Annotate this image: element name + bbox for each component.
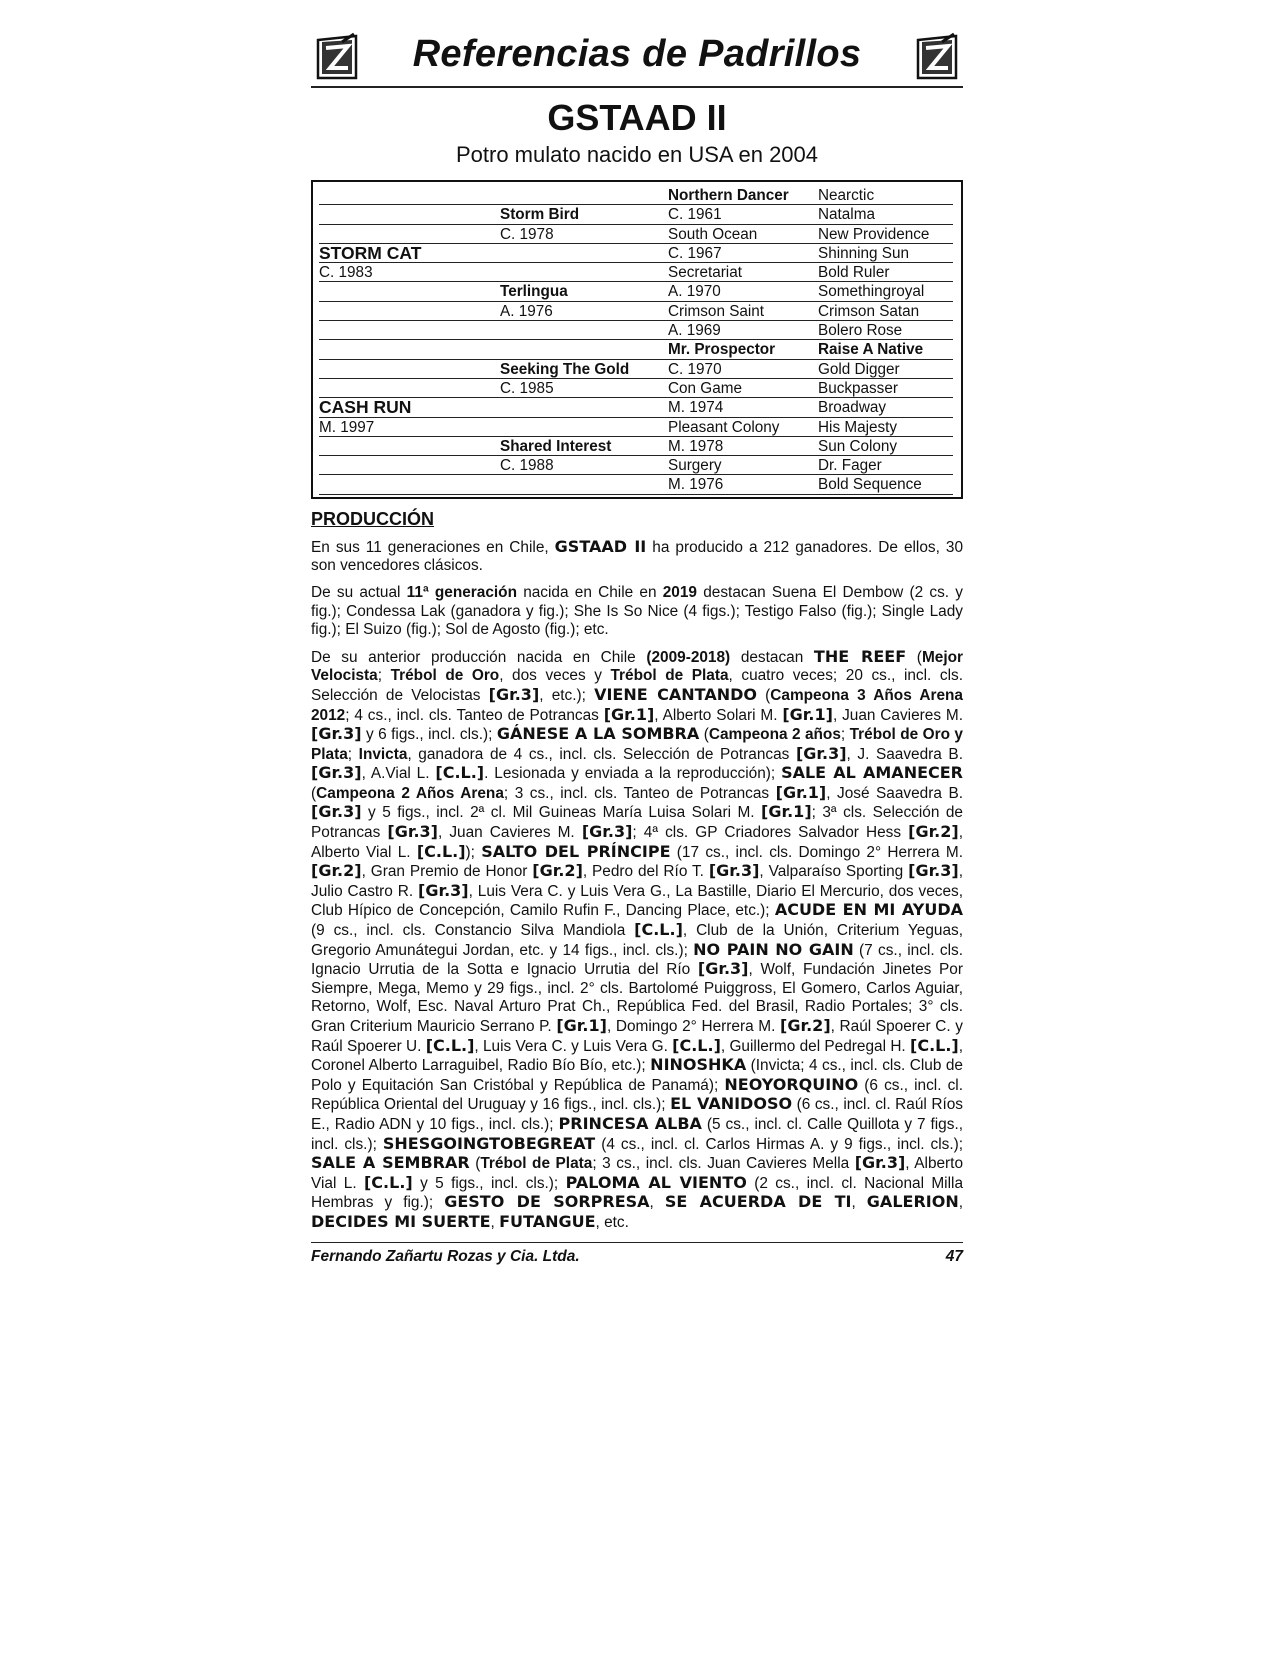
text-segment: ; (840, 726, 850, 744)
text-segment: Trébol de Oro y Plata (311, 726, 963, 763)
pedigree-row (319, 360, 953, 379)
pedigree-cell: Storm Bird (500, 205, 668, 224)
text-segment: (6 cs., incl. cl. República Oriental del Uruguay y 16 figs., incl. cls.); (311, 1076, 963, 1114)
race-grade: [Gr.2] (908, 822, 959, 842)
horse-name-mention: DECIDES MI SUERTE (311, 1211, 491, 1231)
pedigree-row (319, 437, 953, 456)
horse-name-mention: SALE AL AMANECER (781, 763, 964, 783)
pedigree-cell (319, 475, 500, 494)
text-segment: (4 cs., incl. cl. Carlos Hirmas A. y 9 figs., incl. cls.); (595, 1135, 963, 1153)
horse-name-mention: THE REEF (813, 646, 907, 666)
pedigree-cell: Gold Digger (818, 360, 953, 379)
text-segment: Trébol de Oro (390, 667, 500, 685)
text-segment: Trébol de Plata (610, 667, 729, 685)
pedigree-cell: Crimson Satan (818, 302, 953, 321)
race-grade: [Gr.3] (581, 822, 633, 842)
pedigree-cell: Sun Colony (818, 437, 953, 456)
horse-name-mention: PRINCESA ALBA (558, 1113, 702, 1133)
horse-name-mention: SALE A SEMBRAR (311, 1153, 470, 1173)
pedigree-cell: M. 1997 (319, 418, 500, 437)
race-grade: [Gr.3] (311, 724, 362, 744)
pedigree-cell (500, 475, 668, 494)
text-segment: De su anterior producción nacida en Chile (311, 648, 647, 666)
text-segment: , José Saavedra B. (826, 784, 963, 802)
horse-name-mention: NEOYORQUINO (724, 1074, 859, 1094)
race-grade: [Gr.1] (603, 704, 655, 724)
text-segment: 11ª generación (406, 583, 517, 601)
pedigree-row (319, 205, 953, 224)
horse-name-mention: NO PAIN NO GAIN (693, 939, 854, 959)
text-segment: destacan (730, 648, 814, 666)
pedigree-cell: Mr. Prospector (668, 340, 818, 359)
race-grade: [Gr.2] (311, 861, 362, 881)
text-segment: , etc. (595, 1213, 629, 1231)
text-segment: Mejor Velocista (311, 648, 963, 685)
text-segment: , Juan Cavieres M. (832, 706, 963, 724)
pedigree-cell (319, 379, 500, 398)
text-segment: ); (465, 843, 482, 861)
text-segment: ( (699, 726, 709, 744)
text-segment: ; 4ª cls. GP Criadores Salvador Hess (632, 824, 909, 842)
text-segment: ; 4 cs., incl. cls. Tanteo de Potrancas (345, 706, 604, 724)
pedigree-row (319, 340, 953, 359)
text-segment: y 5 figs., incl. 2ª cl. Mil Guineas María Luisa Solari M. (361, 804, 762, 822)
text-segment: ; 3ª cls. Selección de Potrancas (311, 804, 963, 842)
race-grade: [C.L.] (425, 1035, 475, 1055)
race-grade: [Gr.3] (311, 763, 362, 783)
pedigree-cell: Bold Sequence (818, 475, 953, 494)
pedigree-cell: Crimson Saint (668, 302, 818, 321)
text-segment: , Coronel Alberto Larraguibel, Radio Bío Bío, etc.); (311, 1037, 964, 1075)
page-footer (311, 1242, 963, 1266)
text-segment: (2 cs., incl. cl. Nacional Milla Hembras y fig.); (311, 1174, 964, 1212)
text-segment: ; (347, 745, 359, 763)
production-paragraph-1 (311, 538, 963, 576)
pedigree-cell: Pleasant Colony (668, 418, 818, 437)
text-segment: , Gran Premio de Honor (361, 863, 533, 881)
pedigree-row (319, 379, 953, 398)
horse-description: Potro mulato nacido en USA en 2004 (455, 142, 819, 167)
pedigree-cell: C. 1961 (668, 205, 818, 224)
text-segment: , (490, 1213, 500, 1231)
pedigree-cell (319, 456, 500, 475)
horse-name: GSTAAD II (547, 97, 727, 138)
text-segment: , Club de la Unión, Criterium Yeguas, Gregorio Amunátegui Jordan, etc. y 14 figs., incl. cls.); (311, 922, 963, 959)
horse-name-mention: GESTO DE SORPRESA (444, 1192, 650, 1212)
text-segment: (2009-2018) (646, 648, 731, 666)
race-grade: [C.L.] (910, 1035, 959, 1055)
text-segment: ( (469, 1155, 481, 1173)
horse-name-mention: GÁNESE A LA SOMBRA (496, 724, 700, 744)
text-segment: , (851, 1194, 867, 1212)
text-segment: ; (377, 667, 391, 685)
race-grade: [C.L.] (416, 841, 466, 861)
pedigree-cell: C. 1985 (500, 379, 668, 398)
pedigree-row (319, 225, 953, 244)
horse-name-mention: GALERION (866, 1192, 959, 1212)
text-segment: , dos veces y (499, 667, 611, 685)
pedigree-cell: Nearctic (818, 186, 953, 205)
pedigree-cell: Northern Dancer (668, 186, 818, 205)
race-grade: [Gr.3] (854, 1153, 906, 1173)
race-grade: [Gr.2] (532, 861, 583, 881)
pedigree-row (319, 302, 953, 321)
production-paragraph-2 (311, 584, 963, 640)
text-segment: , Julio Castro R. (311, 863, 963, 900)
pedigree-cell: M. 1974 (668, 398, 818, 417)
race-grade: [Gr.3] (708, 861, 760, 881)
race-grade: [Gr.3] (418, 880, 469, 900)
pedigree-cell: C. 1983 (319, 263, 500, 282)
text-segment: , J. Saavedra B. (846, 745, 963, 763)
pedigree-cell: Natalma (818, 205, 953, 224)
pedigree-row (319, 186, 953, 205)
pedigree-cell: Dr. Fager (818, 456, 953, 475)
pedigree-cell (319, 360, 500, 379)
text-segment: y 6 figs., incl. cls.); (361, 726, 497, 744)
pedigree-cell: A. 1976 (500, 302, 668, 321)
pedigree-cell: Terlingua (500, 282, 668, 301)
pedigree-cell: C. 1988 (500, 456, 668, 475)
text-segment: , Wolf, Fundación Jinetes Por Siempre, Mega, Memo y 29 figs., incl. 2° cls. Bartolomé Puiggross, El Gomero, Carlos Aguiar, Retorno, Wolf, Esc. Naval Arturo Prat Ch., República Fed. del Brasil, Radio Portales; 3° cls. Gran Criterium Mauricio Serrano P. (311, 961, 963, 1035)
header-title: Referencias de Padrillos (412, 33, 862, 75)
text-segment: ha producido a 212 ganadores. De ellos, 30 son vencedores clásicos. (311, 538, 963, 575)
pedigree-cell (319, 437, 500, 456)
race-grade: [Gr.1] (782, 704, 833, 724)
horse-name-mention: SHESGOINGTOBEGREAT (382, 1133, 596, 1153)
pedigree-cell (500, 340, 668, 359)
text-segment: Trébol de Plata (480, 1155, 593, 1173)
text-segment: , etc.); (539, 686, 595, 704)
pedigree-cell (319, 340, 500, 359)
pedigree-cell (319, 186, 500, 205)
text-segment: (5 cs., incl. cl. Calle Quillota y 7 figs., incl. cls.); (311, 1115, 963, 1153)
text-segment: 2019 (662, 583, 697, 601)
race-grade: [Gr.3] (908, 861, 959, 881)
text-segment: , A.Vial L. (361, 765, 436, 783)
pedigree-cell: Raise A Native (818, 340, 953, 359)
pedigree-row (319, 475, 953, 494)
zanartu-logo-icon (314, 32, 360, 82)
page-number: 47 (945, 1248, 963, 1265)
pedigree-cell: Seeking The Gold (500, 360, 668, 379)
pedigree-cell: A. 1969 (668, 321, 818, 340)
pedigree-row (319, 263, 953, 282)
pedigree-cell (319, 225, 500, 244)
horse-name-mention: SALTO DEL PRÍNCIPE (481, 841, 671, 861)
footer-company: Fernando Zañartu Rozas y Cia. Ltda. (311, 1248, 580, 1265)
pedigree-cell: M. 1976 (668, 475, 818, 494)
pedigree-row (319, 321, 953, 340)
race-grade: [Gr.3] (795, 743, 847, 763)
text-segment: , Guillermo del Pedregal H. (720, 1037, 911, 1055)
text-segment: ( (756, 686, 771, 704)
pedigree-cell: C. 1970 (668, 360, 818, 379)
text-segment: , Alberto Vial L. (311, 824, 963, 861)
pedigree-cell (319, 282, 500, 301)
zanartu-logo-icon (914, 32, 960, 82)
pedigree-cell: His Majesty (818, 418, 953, 437)
text-segment: , Alberto Vial L. (311, 1155, 964, 1192)
race-grade: [Gr.1] (556, 1016, 607, 1035)
text-segment: En sus 11 generaciones en Chile, (311, 538, 555, 556)
pedigree-cell: Buckpasser (818, 379, 953, 398)
pedigree-cell: Somethingroyal (818, 282, 953, 301)
pedigree-cell (319, 302, 500, 321)
pedigree-row (319, 282, 953, 301)
pedigree-cell (500, 418, 668, 437)
pedigree-row (319, 244, 953, 263)
pedigree-cell (500, 263, 668, 282)
text-segment: , Luis Vera C. y Luis Vera G., La Bastille, Diario El Mercurio, dos veces, Club Hípico de Concepción, Camilo Rufin F., Dancing Place, etc.); (311, 882, 963, 920)
pedigree-cell: STORM CAT (319, 244, 500, 263)
text-segment: Campeona 2 Años Arena (316, 784, 504, 802)
race-grade: [C.L.] (672, 1035, 721, 1055)
pedigree-cell: Bold Ruler (818, 263, 953, 282)
pedigree-cell (500, 321, 668, 340)
race-grade: [Gr.2] (780, 1016, 831, 1035)
pedigree-cell: New Providence (818, 225, 953, 244)
pedigree-cell: South Ocean (668, 225, 818, 244)
pedigree-cell: Con Game (668, 379, 818, 398)
pedigree-cell: CASH RUN (319, 398, 500, 417)
text-segment: (Invicta; 4 cs., incl. cls. Club de Polo y Equitación San Cristóbal y República de Panamá); (311, 1057, 963, 1094)
pedigree-cell: C. 1978 (500, 225, 668, 244)
text-segment: , Raúl Spoerer C. y Raúl Spoerer U. (311, 1018, 963, 1055)
race-grade: [Gr.3] (387, 822, 438, 842)
pedigree-cell: Surgery (668, 456, 818, 475)
text-segment: ( (311, 784, 317, 802)
pedigree-row (319, 456, 953, 475)
text-segment: Campeona 3 Años Arena 2012 (311, 686, 963, 724)
pedigree-table (311, 180, 963, 499)
horse-name-mention: EL VANIDOSO (670, 1094, 793, 1114)
race-grade: [C.L.] (435, 763, 485, 783)
pedigree-cell (500, 186, 668, 205)
pedigree-cell (500, 244, 668, 263)
text-segment: Invicta (358, 745, 408, 763)
race-grade: [Gr.1] (761, 802, 812, 822)
text-segment: destacan Suena El Dembow (2 cs. y fig.); Condessa Lak (ganadora y fig.); She Is So Nice (4 figs.); Testigo Falso (fig.); Single Lady fig.); El Suizo (fig.); Sol de Agosto (fig.); etc. (311, 583, 963, 639)
text-segment: , (649, 1194, 665, 1212)
production-title: PRODUCCIÓN (311, 508, 435, 529)
text-segment: ; 3 cs., incl. cls. Juan Cavieres Mella (592, 1155, 855, 1173)
text-segment: , Juan Cavieres M. (437, 824, 582, 842)
pedigree-cell (319, 321, 500, 340)
race-grade: [Gr.1] (775, 782, 827, 802)
text-segment: . Lesionada y enviada a la reproducción); (484, 765, 782, 783)
pedigree-row (319, 418, 953, 437)
race-grade: [Gr.3] (488, 684, 540, 704)
pedigree-cell: Shared Interest (500, 437, 668, 456)
text-segment: Campeona 2 años (708, 726, 841, 744)
text-segment: , ganadora de 4 cs., incl. cls. Selección de Potrancas (407, 745, 796, 763)
race-grade: [Gr.3] (311, 802, 362, 822)
horse-name-mention: ACUDE EN MI AYUDA (774, 900, 964, 920)
text-segment: ( (906, 648, 922, 666)
pedigree-cell: Shinning Sun (818, 244, 953, 263)
horse-name-mention: NINOSHKA (650, 1055, 747, 1075)
text-segment: , Domingo 2° Herrera M. (606, 1018, 781, 1035)
text-segment: , Valparaíso Sporting (759, 863, 909, 881)
horse-name-mention: FUTANGUE (499, 1211, 596, 1231)
text-segment: , Luis Vera C. y Luis Vera G. (474, 1037, 673, 1055)
text-segment: , cuatro veces; 20 cs., incl. cls. Selección de Velocistas (311, 667, 963, 704)
pedigree-cell: Broadway (818, 398, 953, 417)
pedigree-cell: Bolero Rose (818, 321, 953, 340)
horse-name-mention: GSTAAD II (554, 536, 647, 556)
text-segment: ; 3 cs., incl. cls. Tanteo de Potrancas (503, 784, 776, 802)
text-segment: , Alberto Solari M. (654, 706, 783, 724)
pedigree-row (319, 398, 953, 417)
text-segment: , (958, 1194, 963, 1212)
text-segment: De su actual (311, 583, 407, 601)
pedigree-cell: M. 1978 (668, 437, 818, 456)
race-grade: [C.L.] (634, 920, 683, 940)
text-segment: (7 cs., incl. cls. Ignacio Urrutia de la Sotta e Ignacio Urrutia del Río (311, 941, 964, 979)
race-grade: [Gr.3] (697, 959, 749, 979)
page-header (311, 30, 963, 88)
pedigree-cell: Secretariat (668, 263, 818, 282)
text-segment: (6 cs., incl. cl. Raúl Ríos E., Radio ADN y 10 figs., incl. cls.); (311, 1096, 963, 1133)
production-paragraph-3 (311, 648, 963, 1233)
pedigree-cell (319, 205, 500, 224)
horse-name-mention: PALOMA AL VIENTO (565, 1172, 747, 1192)
pedigree-cell: C. 1967 (668, 244, 818, 263)
text-segment: nacida en Chile en (516, 583, 663, 601)
horse-name-mention: VIENE CANTANDO (594, 684, 757, 704)
pedigree-cell (500, 398, 668, 417)
text-segment: (17 cs., incl. cls. Domingo 2° Herrera M. (670, 843, 963, 861)
document-page (311, 30, 964, 1265)
text-segment: y 5 figs., incl. cls.); (412, 1174, 566, 1192)
horse-name-mention: SE ACUERDA DE TI (664, 1192, 852, 1212)
pedigree-cell: A. 1970 (668, 282, 818, 301)
race-grade: [C.L.] (363, 1172, 413, 1192)
text-segment: (9 cs., incl. cls. Constancio Silva Mandiola (311, 922, 635, 940)
text-segment: , Pedro del Río T. (582, 863, 709, 881)
